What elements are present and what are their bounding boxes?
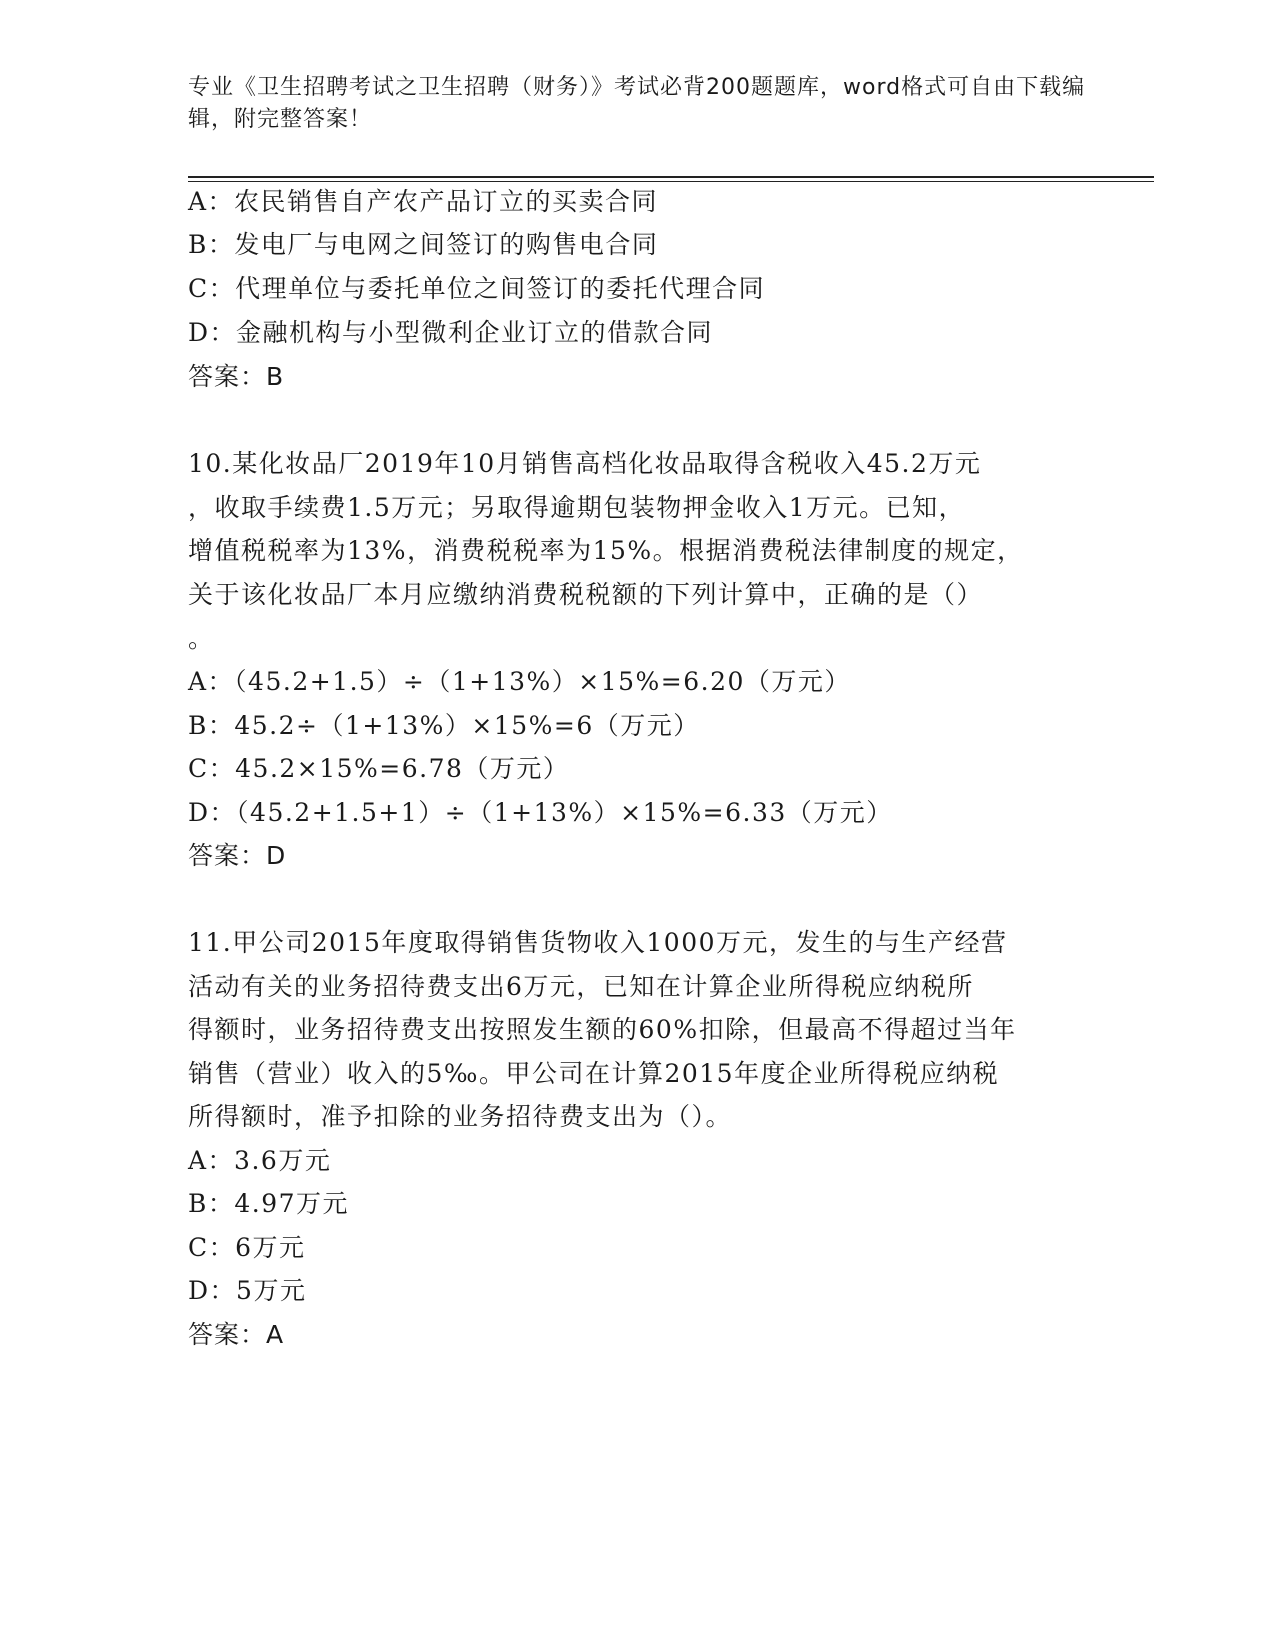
q11-line-3: 得额时，业务招待费支出按照发生额的60%扣除，但最高不得超过当年	[188, 1015, 1017, 1044]
header-divider	[188, 176, 1154, 178]
q10-line-1: 10.某化妆品厂2019年10月销售高档化妆品取得含税收入45.2万元	[188, 449, 982, 478]
q10-option-c: C：45.2×15%=6.78（万元）	[188, 754, 570, 783]
q11-option-b: B：4.97万元	[188, 1189, 350, 1218]
q11-answer: 答案：A	[188, 1320, 285, 1349]
document-header: 专业《卫生招聘考试之卫生招聘（财务）》考试必背200题题库，word格式可自由下载编辑，附完整答案！	[188, 75, 1086, 132]
q11-line-2: 活动有关的业务招待费支出6万元，已知在计算企业所得税应纳税所	[188, 972, 974, 1001]
q11-line-5: 所得额时，准予扣除的业务招待费支出为（）。	[188, 1102, 733, 1131]
header-divider-thin	[188, 181, 1154, 182]
q11-option-c: C：6万元	[188, 1233, 306, 1262]
q10-line-2: ，收取手续费1.5万元；另取得逾期包装物押金收入1万元。已知，	[188, 493, 966, 522]
q10-option-b: B：45.2÷（1+13%）×15%=6（万元）	[188, 711, 700, 740]
prev-answer: 答案：B	[188, 362, 285, 391]
q10-option-a: A：（45.2+1.5）÷（1+13%）×15%=6.20（万元）	[188, 667, 851, 696]
q11-line-4: 销售（营业）收入的5‰。甲公司在计算2015年度企业所得税应纳税	[188, 1059, 1000, 1088]
q10-option-d: D：（45.2+1.5+1）÷（1+13%）×15%=6.33（万元）	[188, 798, 893, 827]
q10-line-5: 。	[188, 624, 215, 653]
prev-option-d: D：金融机构与小型微利企业订立的借款合同	[188, 318, 714, 347]
prev-option-c: C：代理单位与委托单位之间签订的委托代理合同	[188, 274, 766, 303]
prev-option-a: A：农民销售自产农产品订立的买卖合同	[188, 187, 659, 216]
q10-line-3: 增值税税率为13%，消费税税率为15%。根据消费税法律制度的规定，	[188, 536, 1024, 565]
q10-line-4: 关于该化妆品厂本月应缴纳消费税税额的下列计算中，正确的是（）	[188, 580, 984, 609]
q11-line-1: 11.甲公司2015年度取得销售货物收入1000万元，发生的与生产经营	[188, 928, 1008, 957]
q11-option-d: D：5万元	[188, 1276, 307, 1305]
q11-option-a: A：3.6万元	[188, 1146, 332, 1175]
prev-option-b: B：发电厂与电网之间签订的购售电合同	[188, 230, 659, 259]
q10-answer: 答案：D	[188, 841, 287, 870]
